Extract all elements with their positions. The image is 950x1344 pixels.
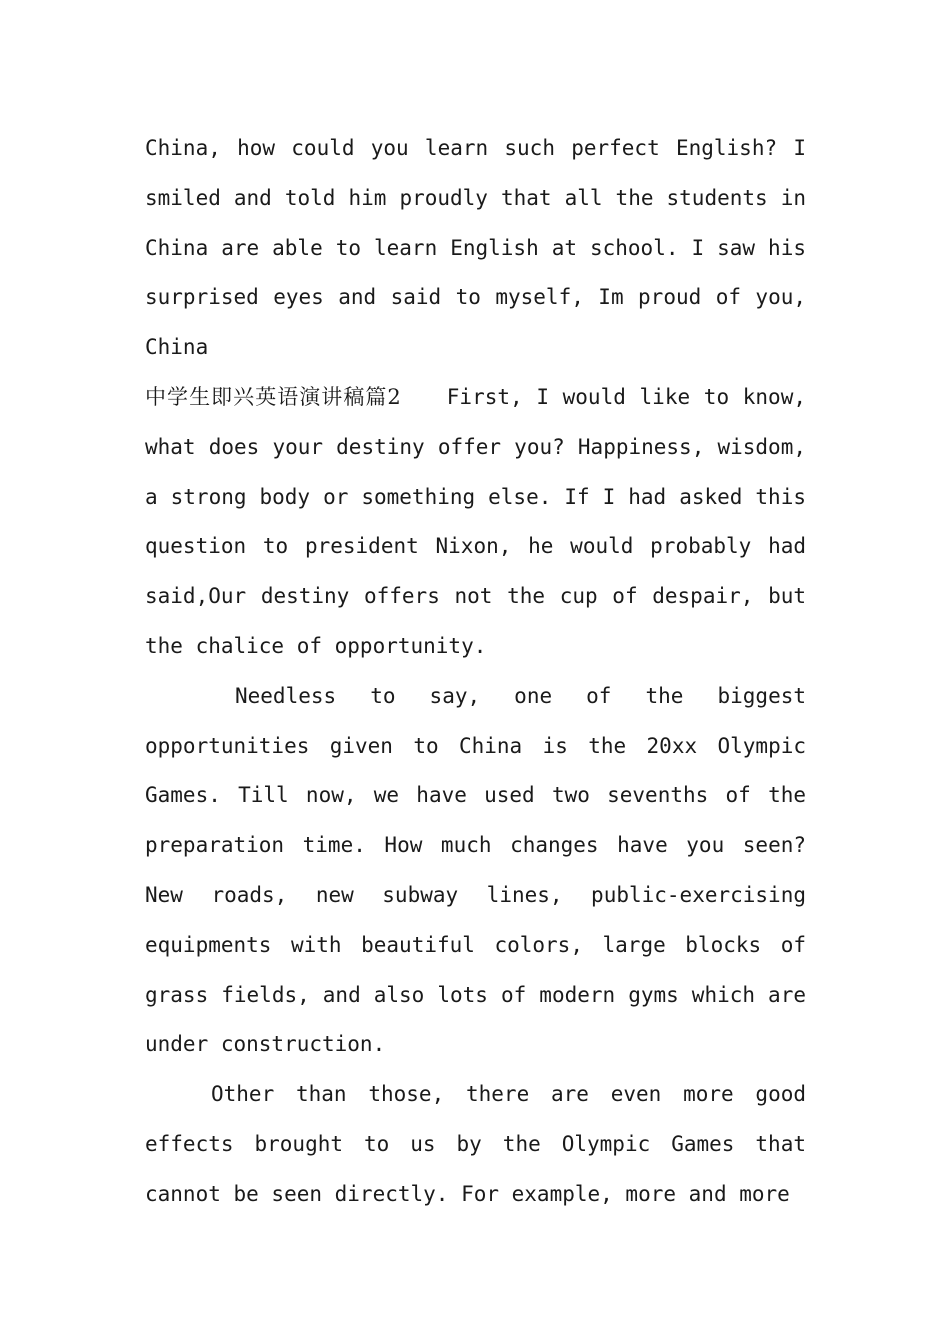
paragraph-text: First, I would like to know, what does your destiny offer you? Happiness, wisdom, a strong body or something else. If I had asked this question to president Nixon, he would probably had said,Our destiny offers not the cup of despair, but the chalice of opportunity. [145,384,806,658]
document-body [145,124,806,1220]
paragraph-olympic-effects: Other than those, there are even more good effects brought to us by the Olympic Games that cannot be seen directly. For example, more and more [145,1082,806,1206]
section-heading: 中学生即兴英语演讲稿篇2 [145,384,401,409]
paragraph-speech-2-intro [145,373,806,672]
paragraph-continuation: China, how could you learn such perfect English? I smiled and told him proudly that all the students in China are able to learn English at school. I saw his surprised eyes and said to myself, Im proud of you, China [145,136,806,360]
paragraph-olympic-opportunity: Needless to say, one of the biggest opportunities given to China is the 20xx Olympic Games. Till now, we have used two sevenths of the preparation time. How much changes have you seen? New roads, new subway lines, public-exercising equipments with beautiful colors, large blocks of grass fields, and also lots of modern gyms which are under construction. [145,683,806,1057]
